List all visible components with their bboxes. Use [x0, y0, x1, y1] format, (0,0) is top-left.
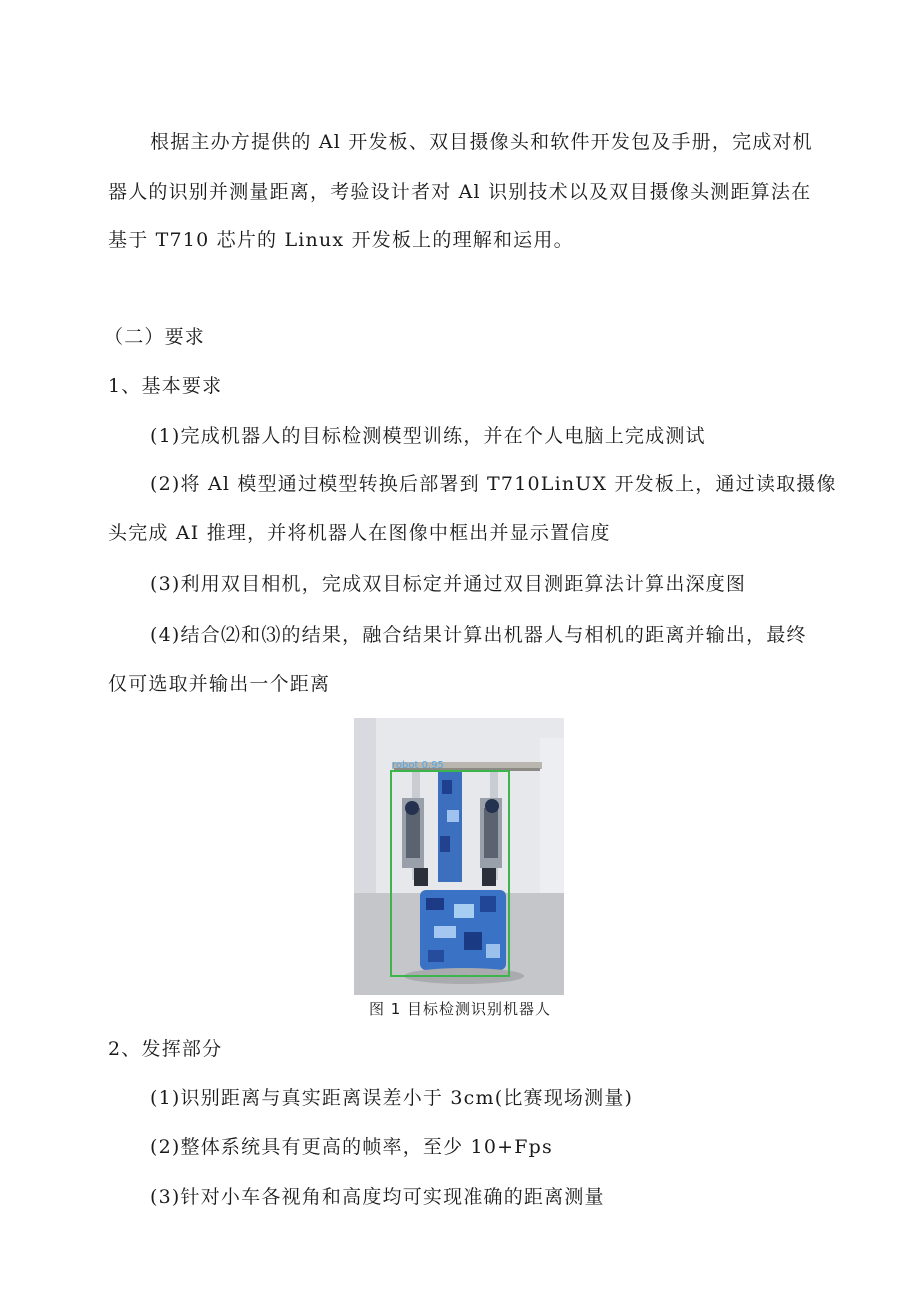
basic-item-3: (3)利用双目相机，完成双目标定并通过双目测距算法计算出深度图	[150, 573, 747, 595]
basic-requirements-heading: 1、基本要求	[108, 375, 223, 397]
detection-label: robot 0.95	[392, 760, 444, 771]
basic-item-2: (2)将 Al 模型通过模型转换后部署到 T710LinUX 开发板上，通过读取摄像	[150, 473, 837, 495]
intro-line-1: 根据主办方提供的 Al 开发板、双目摄像头和软件开发包及手册，完成对机	[150, 131, 813, 153]
advanced-item-1: (1)识别距离与真实距离误差小于 3cm(比赛现场测量)	[150, 1087, 634, 1109]
intro-line-3: 基于 T710 芯片的 Linux 开发板上的理解和运用。	[108, 229, 574, 251]
basic-item-4-cont: 仅可选取并输出一个距离	[108, 673, 331, 695]
intro-line-2: 器人的识别并测量距离，考验设计者对 Al 识别技术以及双目摄像头测距算法在	[108, 181, 812, 203]
advanced-item-2: (2)整体系统具有更高的帧率，至少 10+Fps	[150, 1136, 553, 1158]
robot-photo-graphic	[354, 718, 564, 995]
basic-item-2-cont: 头完成 AI 推理，并将机器人在图像中框出并显示置信度	[108, 522, 611, 544]
basic-item-4: (4)结合⑵和⑶的结果，融合结果计算出机器人与相机的距离并输出，最终	[150, 624, 807, 646]
basic-item-1: (1)完成机器人的目标检测模型训练，并在个人电脑上完成测试	[150, 425, 706, 447]
figure-caption: 图 1 目标检测识别机器人	[368, 1000, 552, 1018]
section-heading-requirements: （二）要求	[104, 326, 206, 348]
advanced-item-3: (3)针对小车各视角和高度均可实现准确的距离测量	[150, 1186, 605, 1208]
robot-detection-photo	[354, 718, 564, 995]
advanced-heading: 2、发挥部分	[108, 1038, 223, 1060]
